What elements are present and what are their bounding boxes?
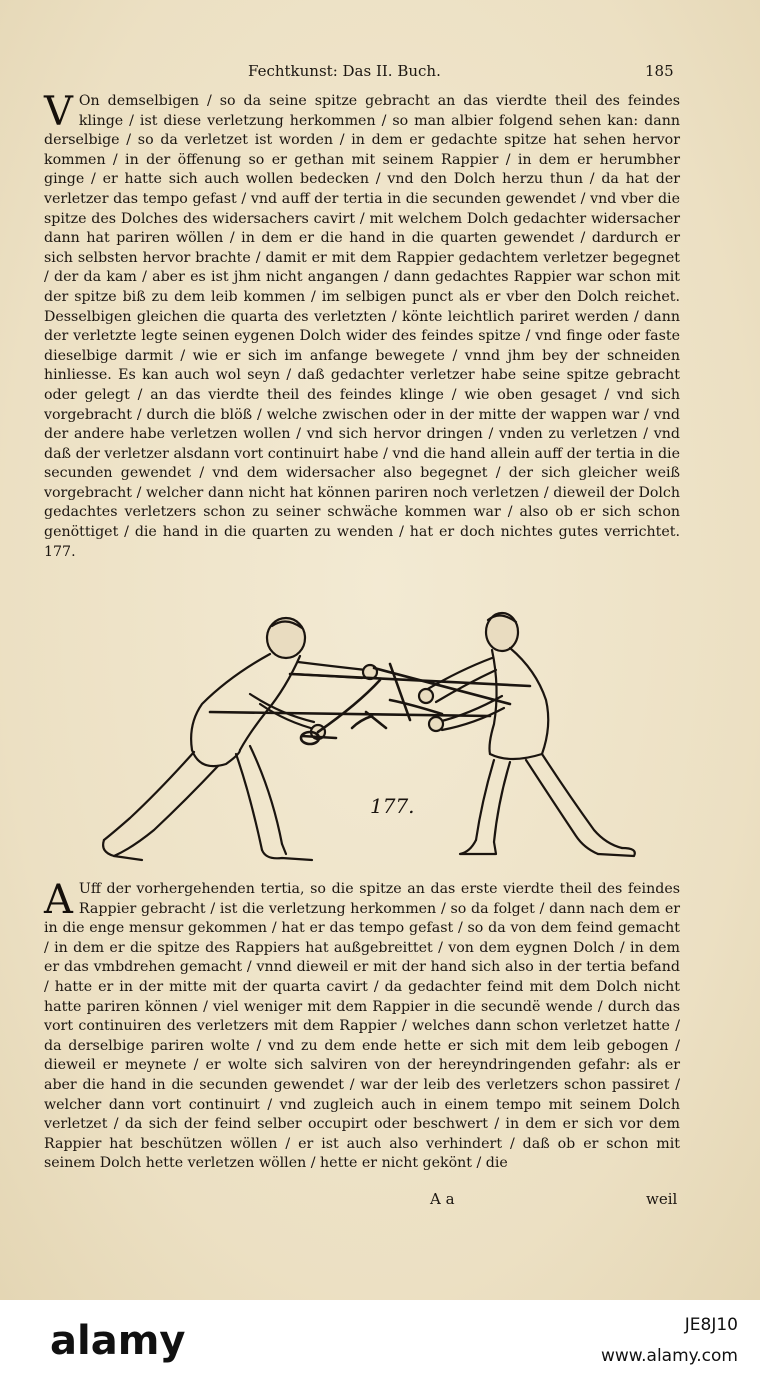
paragraph-1-body: On demselbigen / so da seine spitze gebracht an das vierdte theil des feindes klinge / ist diese verletzung herkommen / so man albier folgend sehen kan: dann derselbige / so da verletzet ist worden / in dem er gedachte spitze hat sehen hervor kommen / in der öffenung so er gethan mit seinem Rappier / in dem er herumbher ginge / er hatte sich auch wollen bedecken / vnd den Dolch herzu thun / da hat der verletzer das tempo gefast / vnd auff der tertia in die secunden gewendet / vnd vber die spitze des Dolches des widersachers cavirt / mit welchem Dolch gedachter widersacher dann hat pariren wöllen / in dem er die hand in die quarten gewendet / dardurch er sich selbsten hervor brachte / damit er mit dem Rappier gedachtem verletzer begegnet / der da kam / aber es ist jhm nicht angangen / dann gedachtes Rappier war schon mit der spitze biß zu dem leib kommen / im selbigen punct als er vber den Dolch reichet. Desselbigen gleichen die quarta des verletzten / könte leichtlich pariret werden / dann der verletzte legte seinen eygenen Dolch wider des feindes spitze / vnd finge oder faste dieselbige darmit / wie er sich im anfange bewegete / vnnd jhm bey der schneiden hinliesse. Es kan auch wol seyn / daß gedachter verletzer habe seine spitze gebracht oder gelegt / an das vierdte theil des feindes klinge / wie oben gesaget / vnd sich vorgebracht / durch die blöß / welche zwischen oder in der mitte der wappen war / vnd der andere habe verletzen wollen / vnd sich hervor dringen / vnden zu verletzen / vnd daß der verletzer alsdann vort continuirt habe / vnd die hand allein auff der tertia in die secunden gewendet / vnd dem widersacher also begegnet / der sich gleicher weiß vorgebracht / welcher dann nicht hat können pariren noch verletzen / dieweil der Dolch gedachtes verletzers schon zu seiner schwäche kommen war / also ob er sich schon genöttiget / die hand in die quarten zu wenden / hat er doch nichtes gutes verrichtet. 177. [44,93,680,560]
text-block-1 [44,89,680,562]
right-fencer-figure [419,613,635,856]
page-footer [0,1190,760,1214]
woodcut-illustration [90,604,660,872]
paragraph-2-body: Uff der vorhergehenden tertia, so die spitze an das erste vierdte theil des feindes Rappier gebracht / ist die verletzung herkommen / so da folget / dann nach dem er in die enge mensur gekommen / hat er das tempo gefast / so da von dem feind gemacht / in dem er die spitze des Rappiers hat außgebreittet / von dem eygnen Dolch / in dem er das vmbdrehen gemacht / vnnd dieweil er mit der hand sich also in der tertia befand / hatte er in der mitte mit der quarta cavirt / da gedachter feind mit dem Dolch nicht hatte pariren können / viel weniger mit dem Rappier in die secundë wende / durch das vort continuiren des verletzers mit dem Rappier / welches dann schon verletzet hatte / da derselbige pariren wolte / vnd zu dem ende hette er sich mit dem leib gebogen / dieweil er meynete / er wolte sich salviren von der hereyndringenden gefahr: als er aber die hand in die secunden gewendet / war der leib des verletzers schon passiret / welcher dann vort continuirt / vnd zugleich auch in einem tempo mit seinem Dolch verletzet / da sich der feind selber occupirt oder beschwert / in dem er sich vor dem Rappier hat beschützen wöllen / er ist auch also verhindert / daß ob er schon mit seinem Dolch hette verletzen wöllen / hette er nicht gekönt / die [44,881,680,1172]
signature-mark: A a [430,1190,455,1208]
page-number: 185 [645,62,674,80]
drop-cap-a: A [44,877,73,923]
stock-url: www.alamy.com [600,1346,738,1366]
catchword: weil [646,1190,678,1208]
alamy-logo: alamy [50,1318,186,1364]
running-title: Fechtkunst: Das II. Buch. [248,62,441,80]
fencers-woodcut-svg [90,604,660,872]
drop-cap-v: V [44,89,73,135]
plate-number: 177. [370,794,415,818]
stock-watermark-bar [0,1300,760,1390]
text-block-2 [44,877,680,1174]
image-id: JE8J10 [684,1315,738,1335]
page-header [0,62,760,86]
